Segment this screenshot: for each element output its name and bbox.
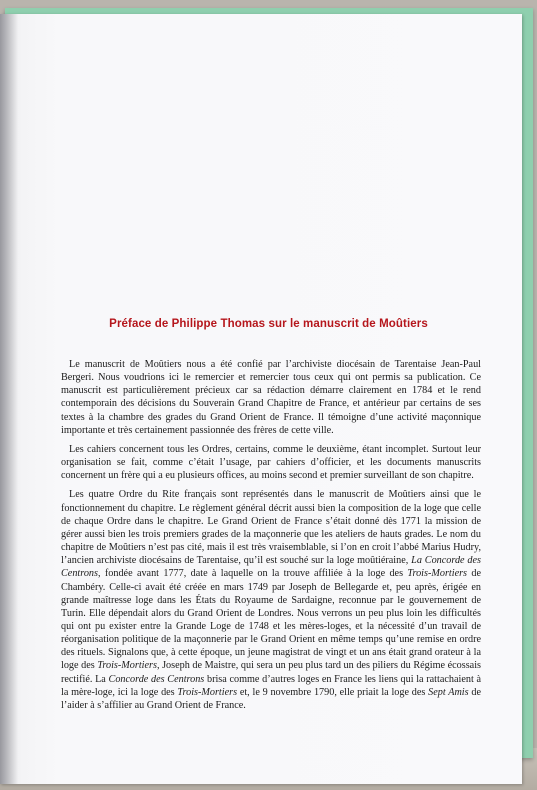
paragraph: [61, 443, 481, 482]
paragraph: [61, 488, 481, 712]
italic-title-text: Trois-Mortiers: [97, 660, 157, 672]
paragraph-text: , Joseph de Maistre, qui sera un peu plus tard un des piliers du Régime écossais rectifié. La: [61, 660, 482, 685]
preface-title: Préface de Philippe Thomas sur le manuscrit de Moûtiers: [109, 318, 428, 330]
italic-title-text: Concorde des Centrons: [108, 673, 205, 685]
paragraph-text: Les cahiers concernent tous les Ordres, certains, comme le deuxième, étant incomplet. Surtout leur organisation se fait, comme c’était l’usage, par cahiers d’officier, et les documents manuscrits concernent un frère qui a eu plusieurs offices, au moins second et premier surveillant de son chapitre.: [61, 443, 481, 482]
page-gutter-shadow: [0, 14, 18, 784]
paragraph-text: Les quatre Ordre du Rite français sont représentés dans le manuscrit de Moûtiers ainsi que le fonctionnement du chapitre. Le règlement général décrit aussi bien la composition de la loge que celle de chaque Ordre dans le chapitre. Le Grand Orient de France s’était donné dès 1771 la mission de gérer aussi bien les trois premiers grades de la maçonnerie que les ateliers de hauts grades. Le nom du chapitre de Moûtiers n’est pas cité, mais il est très vraisemblable, si l’on en croit l’abbé Marius Hudry, l’ancien archiviste diocésains de Tarentaise, qu’il est souché sur la loge moûtiéraine,: [61, 489, 481, 567]
paragraph-text: de Chambéry. Celle-ci avait été créée en mars 1749 par Joseph de Bellegarde et, peu après, érigée en grande maîtresse loge dans les États du Royaume de Sardaigne, reconnue par le gouvernement de Turin. Elle dépendait alors du Grand Orient de Londres. Nous verrons un peu plus loin les difficultés qui ont pu exister entre la Grande Loge de 1748 et les mères-loges, et la nécessité d’un travail de réorganisation politique de la maçonnerie par le Grand Orient en même temps qu’une remise en ordre des rituels. Signalons que, à cette époque, un jeune magistrat de vingt et un ans était grand orateur à la loge des: [61, 568, 481, 672]
italic-title-text: Sept Amis: [428, 686, 469, 698]
paragraph-text: et, le 9 novembre 1790, elle priait la loge des: [237, 686, 429, 698]
italic-title-text: Trois-Mortiers: [407, 568, 468, 580]
paragraph-text: de l’aider à s’affilier au Grand Orient de France.: [61, 686, 481, 711]
italic-title-text: Trois-Mortiers: [177, 686, 238, 698]
italic-title-text: La Concorde des Centrons: [61, 555, 482, 580]
paragraph-text: , fondée avant 1777, date à laquelle on la trouve affiliée à la loge des: [97, 568, 408, 580]
preface-body: [61, 358, 481, 718]
paragraph: [61, 358, 481, 437]
paragraph-text: brisa comme d’autres loges en France les liens qui la rattachaient à la mère-loge, ici la loge des: [61, 673, 481, 698]
paragraph-text: Le manuscrit de Moûtiers nous a été confié par l’archiviste diocésain de Tarentaise Jean-Paul Bergeri. Nous voudrions ici le remercier et remercier tous ceux qui ont permis sa publication. Ce manuscrit est particulièrement précieux car sa rédaction démarre clairement en 1784 et le rend contemporain des décisions du Souverain Grand Chapitre de France, et antérieur par certains de ses textes à la chambre des grades du Grand Orient de France. Il témoigne d’une activité maçonnique importante et très certainement passionnée des frères de cette ville.: [61, 359, 481, 436]
